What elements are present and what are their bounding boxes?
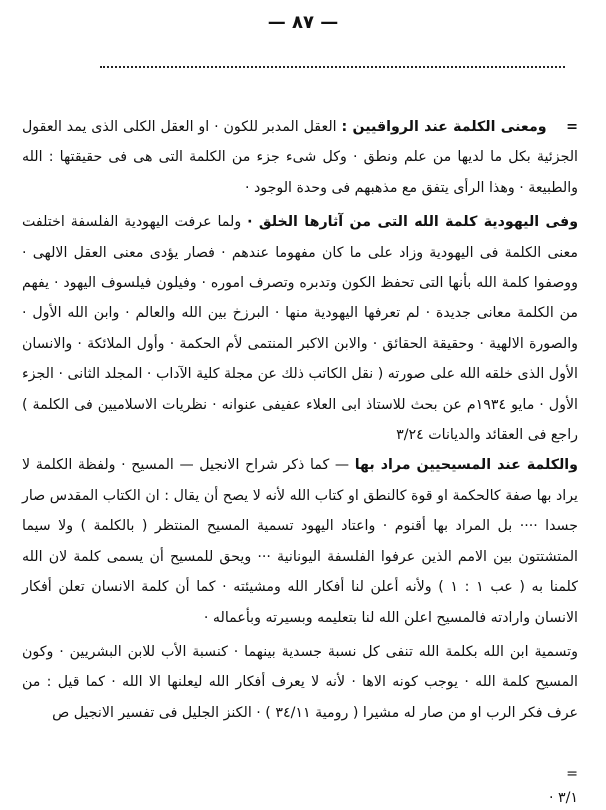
paragraph-judaism bbox=[22, 207, 578, 450]
page-number: — ٨٧ — bbox=[267, 12, 339, 33]
footnote-text: ٣/١ · bbox=[548, 790, 578, 806]
paragraph-christianity bbox=[22, 450, 578, 632]
paragraph-text-judaism: ولما عرفت اليهودية الفلسفة اختلفت معنى الكلمة فى اليهودية وزاد على ما كان مفهوما عندهم · فصار يؤدى معنى العقل الالهى · ووصفوا كلمة الله بأنها التى تحفظ الكون وتدبره وتصرف اموره · وفيلون فيلسوف اليهود · يفهم من الكلمة معانى جديدة · لم تعرفها اليهودية منها · البرزخ بين الله والعالم · وابن الله الأول · والصورة الالهية · وحقيقة الحقائق · والابن الاكبر المنتمى لأم الحكمة · وأول الملائكة · والانسان الأول الذى خلقه الله على صورته ( نقل الكاتب ذلك عن مجلة كلية الآداب · المجلد الثانى · الجزء الأول · مايو ١٩٣٤م عن بحث للاستاذ ابى العلاء عفيفى عنوانه · نظريات الاسلاميين فى الكلمة ) راجع فى العقائد والديانات ٣/٢٤ bbox=[22, 214, 578, 444]
paragraph-text-stoics: العقل المدبر للكون · او العقل الكلى الذى يمد العقول الجزئية بكل ما لديها من علم ونطق · وكل شىء جزء من الكلمة التى هى فى حقيقتها : الله والطبيعة · وهذا الرأى يتفق مع مذهبهم فى وحدة الوجود · bbox=[22, 119, 578, 196]
paragraph-text-christianity: — كما ذكر شراح الانجيل — المسيح · ولفظة الكلمة لا يراد بها صفة كالحكمة او قوة كالنطق او كتاب الله لأنه لا يصح أن يقال : ان الكتاب المقدس صار جسدا ···· بل المراد بها أقنوم · واعتاد اليهود تسمية المسيح المنتظر ( بالكلمة ) ولا سيما المتشتتون بين الامم الذين عرفوا الفلسفة اليونانية ··· ويحق للمسيح أن يسمى كلمة لان الله كلمنا به ( عب ١ : ١ ) ولأنه أعلن لنا أفكار الله ومشيئته · كما أن كلمة الانسان تعلن أفكار الانسان وارادته فالمسيح اعلن الله لنا بتعليمه وبسيرته وبأعماله · bbox=[22, 457, 578, 626]
header-dotted-rule bbox=[100, 66, 565, 68]
continuation-marker: = bbox=[566, 119, 578, 135]
page-body bbox=[22, 112, 578, 728]
paragraph-heading-christianity: والكلمة عند المسيحيين مراد بها bbox=[354, 457, 578, 474]
paragraph-heading-judaism: وفى اليهودية كلمة الله التى من آثارها الخلق · bbox=[247, 214, 579, 231]
paragraph-heading-stoics: ومعنى الكلمة عند الرواقيين : bbox=[341, 119, 547, 135]
paragraph-stoics bbox=[22, 112, 578, 203]
footnote bbox=[22, 762, 578, 810]
paragraph-son-of-god bbox=[22, 637, 578, 728]
footnote-marker: = bbox=[566, 766, 578, 782]
paragraph-text-son-of-god: وتسمية ابن الله بكلمة الله تنفى كل نسبة جسدية بينهما · كنسبة الأب للابن البشريين · وكون المسيح كلمة الله · يوجب كونه الاها · لأنه لا يعرف أفكار الله ليعلنها الا الله · كما قيل : من عرف فكر الرب او من صار له مشيرا ( رومية ٣٤/١١ ) · الكنز الجليل فى تفسير الانجيل ص bbox=[22, 643, 578, 721]
